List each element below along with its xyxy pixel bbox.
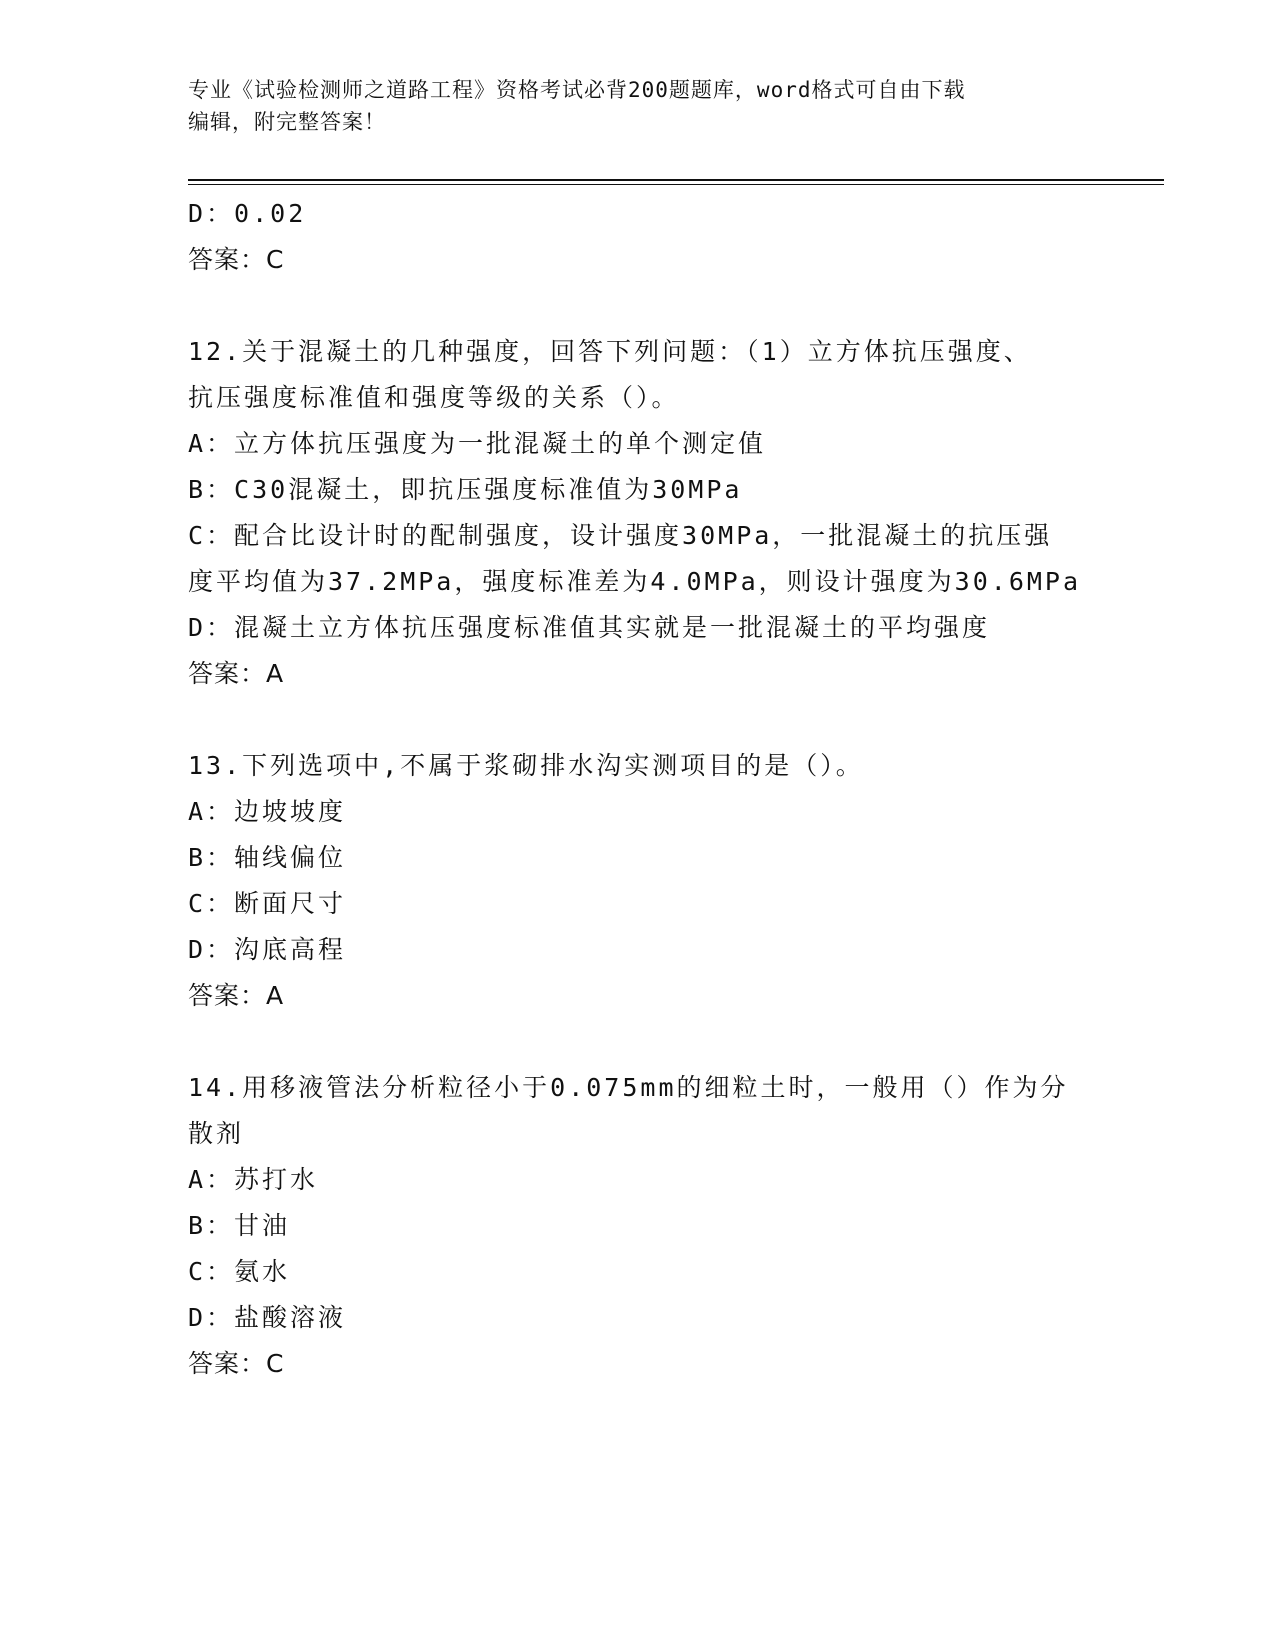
option-b: B：C30混凝土，即抗压强度标准值为30MPa [188, 475, 743, 504]
option-c: 度平均值为37.2MPa，强度标准差为4.0MPa，则设计强度为30.6MPa [188, 567, 1082, 596]
question-14 [188, 1065, 1088, 1387]
option-c: C：配合比设计时的配制强度，设计强度30MPa，一批混凝土的抗压强 [188, 521, 1053, 550]
document-body [188, 191, 1088, 1387]
option-b: B：轴线偏位 [188, 843, 347, 872]
question-13 [188, 743, 1088, 1019]
header-line: 专业《试验检测师之道路工程》资格考试必背200题题库，word格式可自由下载 [188, 78, 966, 102]
header-divider [188, 184, 1164, 185]
option-d: D：0.02 [188, 199, 307, 228]
document-header [188, 74, 1088, 138]
spacer [188, 697, 1088, 743]
option-d: D：混凝土立方体抗压强度标准值其实就是一批混凝土的平均强度 [188, 613, 991, 642]
option-a: A：立方体抗压强度为一批混凝土的单个测定值 [188, 429, 767, 458]
option-d: D：沟底高程 [188, 935, 347, 964]
option-c: C：断面尺寸 [188, 889, 347, 918]
option-a: A：苏打水 [188, 1165, 319, 1194]
option-c: C：氨水 [188, 1257, 291, 1286]
answer-line: 答案：A [188, 981, 285, 1010]
answer-line: 答案：A [188, 659, 285, 688]
answer-line: 答案：C [188, 245, 285, 274]
header-divider [188, 179, 1164, 181]
question-stem: 散剂 [188, 1119, 245, 1148]
question-stem: 抗压强度标准值和强度等级的关系（）。 [188, 383, 680, 412]
question-stem: 12.关于混凝土的几种强度，回答下列问题：（1）立方体抗压强度、 [188, 337, 1032, 366]
question-stem: 13.下列选项中,不属于浆砌排水沟实测项目的是（）。 [188, 751, 864, 780]
option-a: A：边坡坡度 [188, 797, 347, 826]
spacer [188, 1019, 1088, 1065]
question-stem: 14.用移液管法分析粒径小于0.075mm的细粒土时，一般用（）作为分 [188, 1073, 1069, 1102]
option-d: D：盐酸溶液 [188, 1303, 347, 1332]
option-b: B：甘油 [188, 1211, 291, 1240]
header-line: 编辑，附完整答案！ [188, 110, 386, 134]
question-12 [188, 329, 1088, 697]
answer-line: 答案：C [188, 1349, 285, 1378]
spacer [188, 283, 1088, 329]
